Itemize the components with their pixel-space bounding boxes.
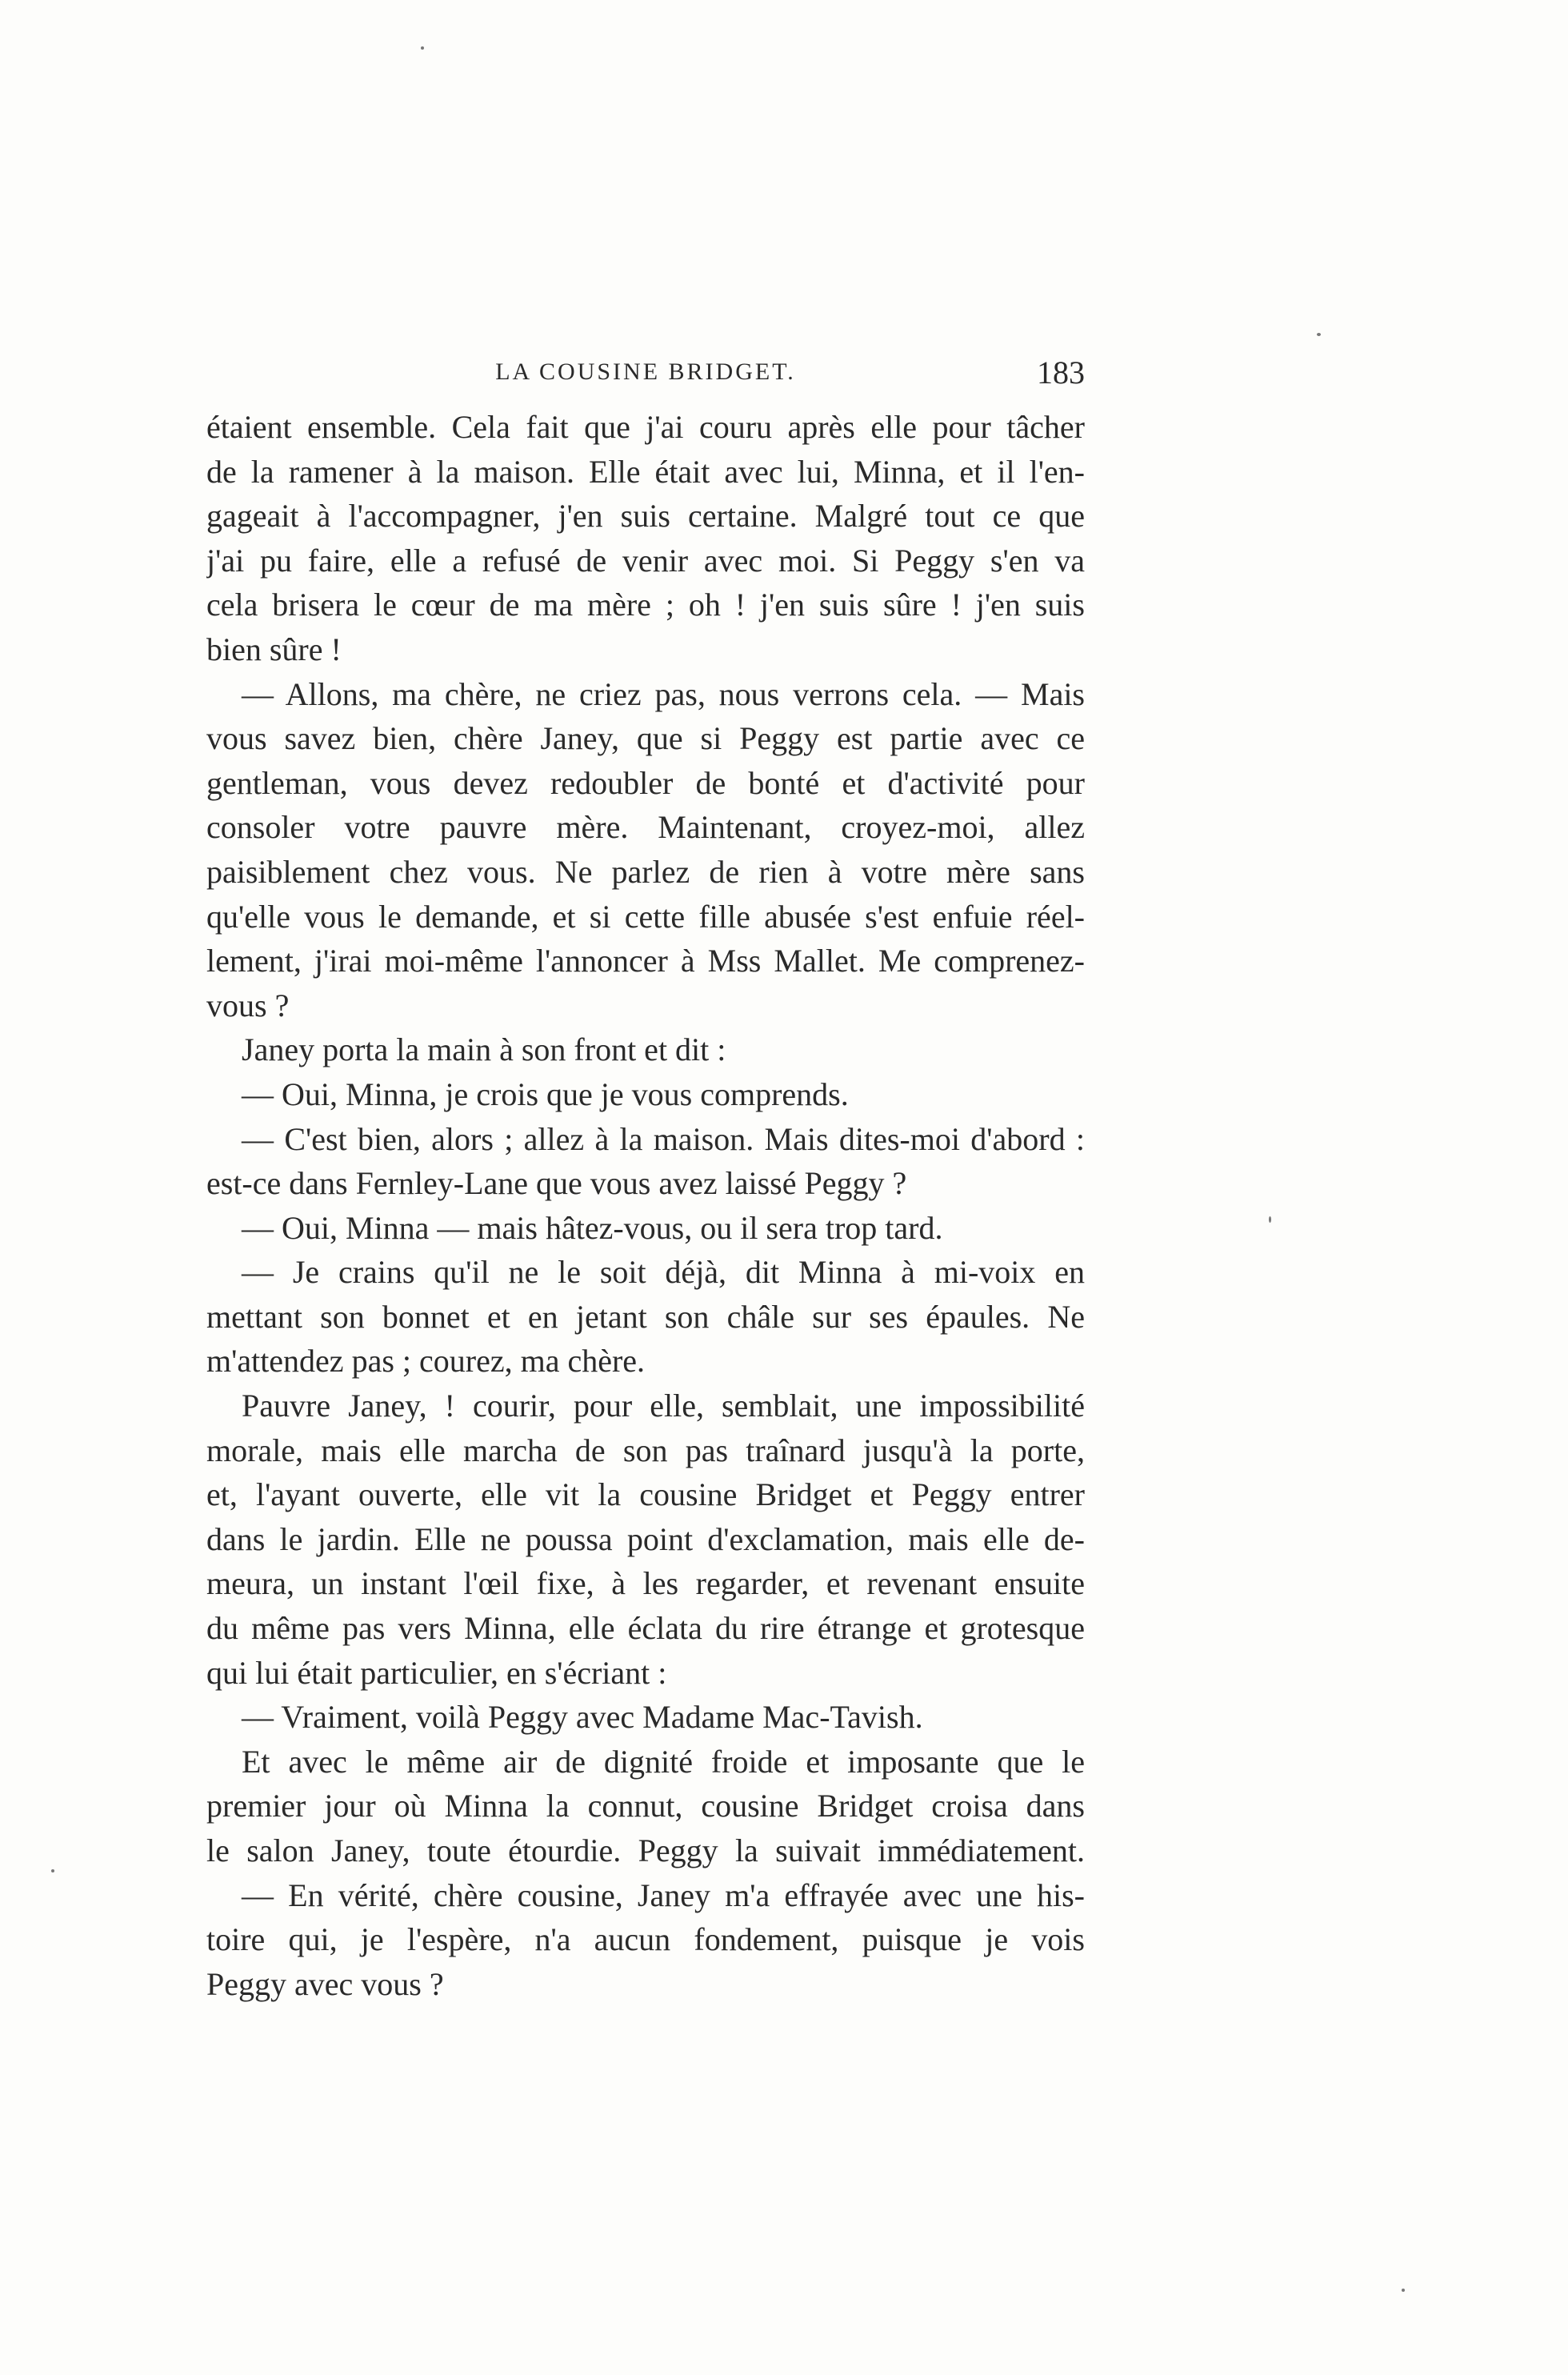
text-line: est-ce dans Fernley-Lane que vous avez laissé Peggy ? — [206, 1165, 907, 1202]
text-line: meura, un instant l'œil fixe, à les regarder, et revenant ensuite — [206, 1565, 1085, 1602]
paper-speck — [1317, 333, 1321, 336]
text-line: — En vérité, chère cousine, Janey m'a effrayée avec une his- — [242, 1876, 1085, 1913]
body-text — [206, 405, 1085, 2006]
page-header — [206, 354, 1085, 407]
text-line: de la ramener à la maison. Elle était avec lui, Minna, et il l'en- — [206, 453, 1085, 490]
text-line: vous savez bien, chère Janey, que si Peggy est partie avec ce — [206, 720, 1085, 757]
text-line: mettant son bonnet et en jetant son châle sur ses épaules. Ne — [206, 1298, 1085, 1335]
text-line: — Allons, ma chère, ne criez pas, nous verrons cela. — Mais — [242, 675, 1085, 712]
text-line: j'ai pu faire, elle a refusé de venir avec moi. Si Peggy s'en va — [206, 542, 1085, 579]
text-line: dans le jardin. Elle ne poussa point d'exclamation, mais elle de- — [206, 1520, 1085, 1557]
text-line: le salon Janey, toute étourdie. Peggy la suivait immédiatement. — [206, 1832, 1085, 1868]
text-line: gageait à l'accompagner, j'en suis certaine. Malgré tout ce que — [206, 498, 1085, 535]
paper-speck — [1269, 1216, 1271, 1223]
paper-speck — [51, 1869, 54, 1872]
text-line: étaient ensemble. Cela fait que j'ai couru après elle pour tâcher — [206, 409, 1085, 445]
text-line: qui lui était particulier, en s'écriant : — [206, 1654, 667, 1691]
paper-speck — [421, 46, 424, 50]
text-line: Janey porta la main à son front et dit : — [242, 1031, 726, 1068]
paper-speck — [1402, 2289, 1405, 2292]
text-line: et, l'ayant ouverte, elle vit la cousine Bridget et Peggy entrer — [206, 1476, 1085, 1513]
text-line: — C'est bien, alors ; allez à la maison. Mais dites-moi d'abord : — [242, 1120, 1085, 1157]
text-line: m'attendez pas ; courez, ma chère. — [206, 1343, 646, 1380]
text-line: — Oui, Minna — mais hâtez-vous, ou il sera trop tard. — [242, 1209, 943, 1246]
text-line: du même pas vers Minna, elle éclata du rire étrange et grotesque — [206, 1610, 1085, 1647]
text-line: — Vraiment, voilà Peggy avec Madame Mac-Tavish. — [242, 1699, 923, 1736]
text-line: cela brisera le cœur de ma mère ; oh ! j'en suis sûre ! j'en suis — [206, 587, 1085, 623]
text-line: morale, mais elle marcha de son pas traînard jusqu'à la porte, — [206, 1432, 1085, 1468]
text-line: gentleman, vous devez redoubler de bonté et d'activité pour — [206, 764, 1085, 801]
text-line: qu'elle vous le demande, et si cette fille abusée s'est enfuie réel- — [206, 898, 1085, 935]
running-title: LA COUSINE BRIDGET. — [495, 358, 796, 385]
text-line: vous ? — [206, 987, 290, 1023]
text-line: premier jour où Minna la connut, cousine Bridget croisa dans — [206, 1788, 1085, 1824]
text-line: bien sûre ! — [206, 631, 342, 667]
text-line: Pauvre Janey, ! courir, pour elle, semblait, une impossibilité — [242, 1388, 1085, 1424]
text-line: paisiblement chez vous. Ne parlez de rien à votre mère sans — [206, 853, 1085, 890]
text-line: — Je crains qu'il ne le soit déjà, dit Minna à mi-voix en — [242, 1254, 1085, 1291]
text-line: lement, j'irai moi-même l'annoncer à Mss Mallet. Me comprenez- — [206, 943, 1085, 979]
text-line: Peggy avec vous ? — [206, 1965, 444, 2002]
text-line: consoler votre pauvre mère. Maintenant, croyez-moi, allez — [206, 809, 1085, 846]
text-line: Et avec le même air de dignité froide et imposante que le — [242, 1743, 1085, 1780]
text-line: toire qui, je l'espère, n'a aucun fondement, puisque je vois — [206, 1921, 1085, 1958]
page-number: 183 — [1037, 354, 1085, 390]
text-line: — Oui, Minna, je crois que je vous comprends. — [242, 1075, 849, 1112]
